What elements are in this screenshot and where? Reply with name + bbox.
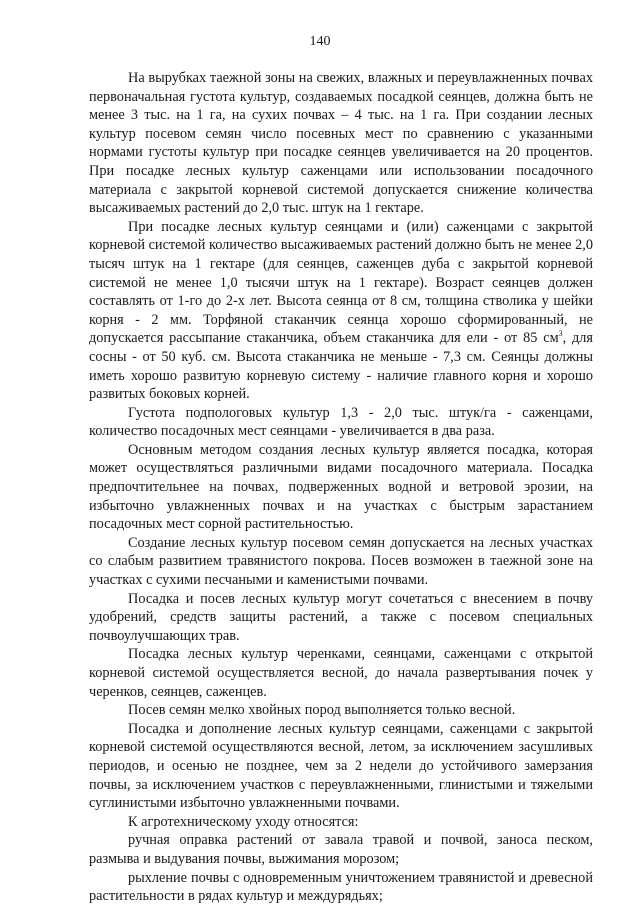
- document-body: [89, 69, 593, 906]
- paragraph-agrotechnical-care-heading: К агротехническому уходу относятся:: [128, 813, 359, 830]
- paragraph-spring-planting: Посадка лесных культур черенками, сеянцами, саженцами с открытой корневой системой осуществляется весной, до начала развертывания почек у черенков, сеянцев, саженцев.: [89, 646, 593, 700]
- paragraph-manual-straightening: ручная оправка растений от завала травой и почвой, заноса песком, размыва и выдувания почвы, выжимания морозом;: [89, 832, 593, 867]
- cubic-superscript: 3: [558, 329, 563, 339]
- paragraph-sowing-conditions: Создание лесных культур посевом семян допускается на лесных участках со слабым развитием травянистого покрова. Посев возможен в таежной зоне на участках с сухими песчаными и каменистыми почвами.: [89, 534, 593, 589]
- paragraph-conifer-sowing: Посев семян мелко хвойных пород выполняется только весной.: [128, 702, 516, 719]
- paragraph-seedling-requirements-tail: , для сосны - от 50 куб. см. Высота стаканчика не меньше - 7,3 см. Сеянцы должны иметь хорошо развитую корневую систему - наличие главного корня и хорошо развитых боковых корней.: [89, 330, 593, 403]
- paragraph-main-method: Основным методом создания лесных культур является посадка, которая может осуществляться различными видами посадочного материала. Посадка предпочтительнее на почвах, подверженных водной и ветровой эрозии, на избыточно увлажненных почвах и на участках с быстрым зарастанием посадочных мест сорной растительностью.: [89, 441, 593, 533]
- page-number: 140: [309, 34, 331, 49]
- paragraph-seedling-requirements: [89, 218, 593, 404]
- paragraph-planting-density-taiga: На вырубках таежной зоны на свежих, влажных и переувлажненных почвах первоначальная густота культур, создаваемых посадкой сеянцев, должна быть не менее 3 тыс. на 1 га, на сухих почвах – 4 тыс. на 1 га. При создании лесных культур посевом семян число посевных мест по сравнению с указанными нормами густоты культур при посадке сеянцев увеличивается на 20 процентов. При посадке лесных культур саженцами или использовании посадочного материала с закрытой корневой системой допускается снижение количества высаживаемых растений до 2,0 тыс. штук на 1 гектаре.: [89, 70, 593, 217]
- paragraph-soil-loosening: рыхление почвы с одновременным уничтожением травянистой и древесной растительности в рядах культур и междурядьях;: [89, 869, 593, 905]
- paragraph-seedling-requirements-text: При посадке лесных культур сеянцами и (или) саженцами с закрытой корневой системой количество высаживаемых растений должно быть не менее 2,0 тысяч штук на 1 гектаре (для сеянцев, саженцев дуба с закрытой корневой системой не менее 1,0 тысячи штук на 1 гектаре). Возраст сеянцев должен составлять от 1-го до 2-х лет. Высота сеянца от 8 см, толщина стволика у шейки корня - 2 мм. Торфяной стаканчик сеянца хорошо сформированный, не допускается рассыпание стаканчика, объем стаканчика для ели - от 85 см: [89, 218, 593, 347]
- paragraph-fertilizer-combination: Посадка и посев лесных культур могут сочетаться с внесением в почву удобрений, средств защиты растений, а также с посевом специальных почвоулучшающих трав.: [89, 590, 593, 644]
- paragraph-closed-root-planting: Посадка и дополнение лесных культур сеянцами, саженцами с закрытой корневой системой осуществляются весной, летом, за исключением засушливых периодов, и осенью не позднее, чем за 2 недели до устойчивого замерзания почвы, за исключением участков с переувлажненными, глинистыми и тяжелыми суглинистыми избыточно увлажненными почвами.: [89, 720, 593, 812]
- paragraph-understory-density: Густота подпологовых культур 1,3 - 2,0 тыс. штук/га - саженцами, количество посадочных мест сеянцами - увеличивается в два раза.: [89, 404, 593, 440]
